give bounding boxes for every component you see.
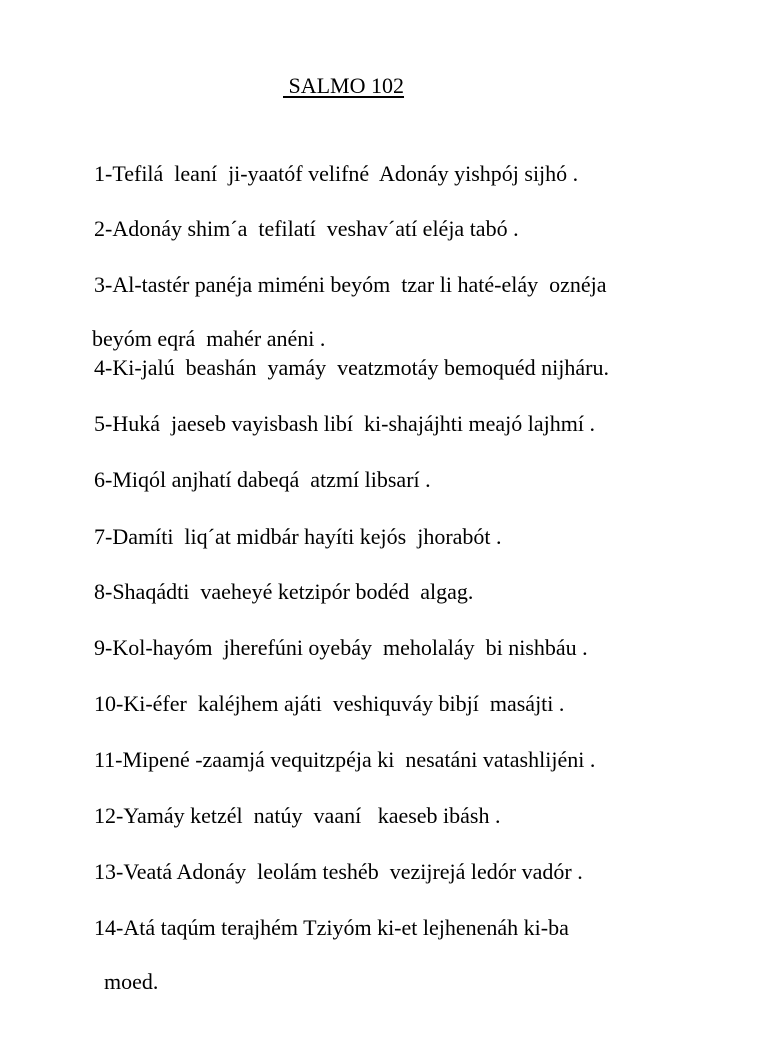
verse-text: 12-Yamáy ketzél natúy vaaní kaeseb ibásh . (94, 803, 501, 828)
verse-text: 14-Atá taqúm terajhém Tziyóm ki-et lejhenenáh ki-ba (94, 915, 569, 940)
verse-continuation: moed. (104, 969, 159, 994)
verse-text: 13-Veatá Adonáy leolám teshéb vezijrejá ledór vadór . (94, 859, 583, 884)
verse-text: 9-Kol-hayóm jherefúni oyebáy meholaláy bi nishbáu . (94, 635, 588, 660)
verse-text: 10-Ki-éfer kaléjhem ajáti veshiquváy bibjí masájti . (94, 691, 565, 716)
verse-text: 11-Mipené -zaamjá vequitzpéja ki nesatáni vatashlijéni . (94, 747, 596, 772)
verse-text: 7-Damíti liq´at midbár hayíti kejós jhorabót . (94, 524, 502, 549)
verse-14 (72, 887, 712, 1049)
verse-text: 4-Ki-jalú beashán yamáy veatzmotáy bemoquéd nijháru. (94, 355, 609, 380)
verse-text: 8-Shaqádti vaeheyé ketzipór bodéd algag. (94, 579, 474, 604)
verse-text: 6-Miqól anjhatí dabeqá atzmí libsarí . (94, 467, 431, 492)
verse-text: 3-Al-tastér panéja miméni beyóm tzar li haté-eláy oznéja (94, 272, 607, 297)
verse-text: 1-Tefilá leaní ji-yaatóf velifné Adonáy yishpój sijhó . (94, 161, 579, 186)
verse-text: 5-Huká jaeseb vayisbash libí ki-shajájhti meajó lajhmí . (94, 411, 595, 436)
page-title: SALMO 102 (283, 73, 405, 98)
verse-text: 2-Adonáy shim´a tefilatí veshav´atí eléja tabó . (94, 216, 519, 241)
verse-continuation: beyóm eqrá mahér anéni . (92, 326, 326, 351)
